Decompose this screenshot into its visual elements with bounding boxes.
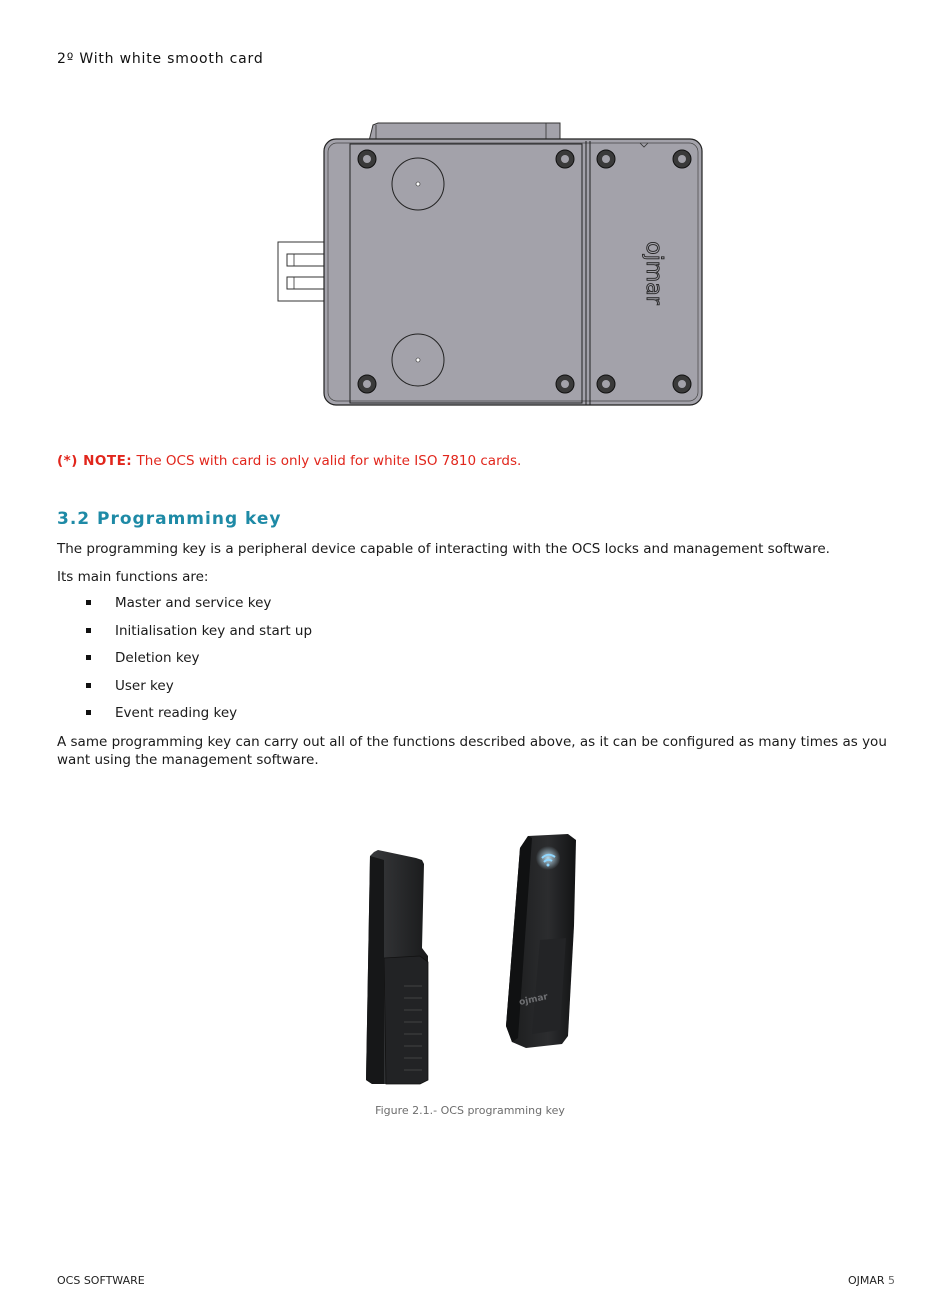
bullet-icon — [86, 655, 91, 660]
figure-caption: Figure 2.1.- OCS programming key — [375, 1104, 565, 1117]
footer-title: OCS SOFTWARE — [57, 1274, 145, 1287]
section-title: 3.2 Programming key — [57, 509, 282, 529]
lock-brand-mark: ojmar — [641, 241, 666, 305]
page-number: 5 — [888, 1274, 895, 1287]
note-text: The OCS with card is only valid for white ISO 7810 cards. — [132, 453, 522, 469]
bullet-icon — [86, 600, 91, 605]
bullet-icon — [86, 628, 91, 633]
functions-label: Its main functions are: — [57, 569, 209, 585]
subheading: 2º With white smooth card — [57, 51, 264, 67]
lock-drawing — [276, 121, 704, 409]
bullet-icon — [86, 683, 91, 688]
key-brand-mark: ojmar — [518, 992, 549, 1008]
footer-page — [848, 1274, 895, 1287]
intro-paragraph: The programming key is a peripheral device capable of interacting with the OCS locks and management software. — [57, 541, 830, 557]
footer-brand: OJMAR — [847, 1274, 885, 1287]
bullet-icon — [86, 710, 91, 715]
programming-key-image — [362, 830, 587, 1090]
note — [57, 453, 521, 469]
note-tag: (*) NOTE: — [57, 453, 133, 469]
closing-paragraph: A same programming key can carry out all of the functions described above, as it can be configured as many times as you want using the management software. — [57, 734, 887, 768]
